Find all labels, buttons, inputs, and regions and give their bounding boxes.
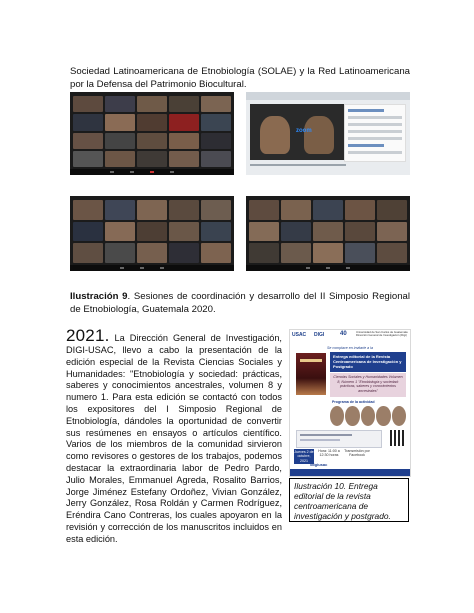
digi-logo: DIGI [314,332,325,338]
video-call-screenshot-2 [70,196,234,271]
figure-9-photo-collage [70,92,410,274]
poster-footer [290,469,410,476]
video-call-screenshot-1 [70,92,234,175]
poster-subtitle: Ciencias Sociales y Humanidades Volumen 8, Número 1 "Etnobiología y sociedad: prácticas, saberes y conocimientos ancestrales" [330,373,406,397]
zoom-logo: zoom [296,128,312,134]
event-time: Hora: 11:00 a 12:30 horas [318,449,340,458]
browser-screenshot-zoom [246,92,410,175]
speaker-photos [330,406,406,426]
event-date: Jueves 2 de octubre, 2021 [294,450,314,463]
social-handle: /digiusac [310,462,328,467]
figure-9-text: . Sesiones de coordinación y desarrollo del II Simposio Regional de Etnobiología, Guatemala 2020. [70,290,411,315]
figure-9-caption [70,290,410,316]
usac-logo: USAC [292,332,307,338]
event-platform: Transmisión por Facebook [344,449,370,458]
invite-text: Se complace en invitarle a la [327,346,373,350]
journal-cover-image [296,353,326,395]
qr-code [390,430,406,446]
poster-agenda: Programa de la actividad [332,400,375,404]
intro-paragraph: Sociedad Latinoamericana de Etnobiología (SOLAE) y la Red Latinoamericana por la Defensa del Patrimonio Biocultural. [70,65,410,90]
anniversary-logo: 40 [340,331,347,337]
program-panel [296,430,382,448]
figure-10-caption: Ilustración 10. Entrega editorial de la revista centroamericana de investigación y postgrado. [289,478,409,522]
event-details [294,449,406,463]
year-heading: 2021. [66,326,110,346]
university-name: Universidad de San Carlos de Guatemala Dirección General de Investigación (Digi) [356,330,408,338]
event-poster [289,329,411,477]
video-call-screenshot-3 [246,196,410,271]
main-body: La Dirección General de Investigación, DIGI-USAC, llevo a cabo la presentación de la edición especial de la Revista Ciencias Sociales y Humanidades: "Etnobiología y sociedad: prácticas, saberes y conocimientos ancestrales, volumen 8 y numero 1. Para esta edición se contactó con todos los expositores del I Simposio Regional de Etnobiología, dándoles la oportunidad de convertir sus resúmenes en ensayos o artículos científico. Varios de los miembros de la comunidad sirvieron como revisores o gestores de los trabajos, podemos destacar la extraordinaria labor de Pedro Pardo, Julio Morales, Emmanuel Agreda, Rosalito Barrios, Jorge Jiménez Estefany Ordoñez, Vivian González, Jerry González, Rosa Roldán y Carmen Rodríguez, Eréndira Cano Contreras, los cuales apoyaron en la revisión y corrección de los manuscritos incluidos en esta edición. [66,333,282,544]
main-paragraph [66,326,282,545]
poster-title: Entrega editorial de la Revista Centroamericana de Investigación y Postgrado [330,352,406,372]
figure-9-label: Ilustración 9 [70,290,128,302]
